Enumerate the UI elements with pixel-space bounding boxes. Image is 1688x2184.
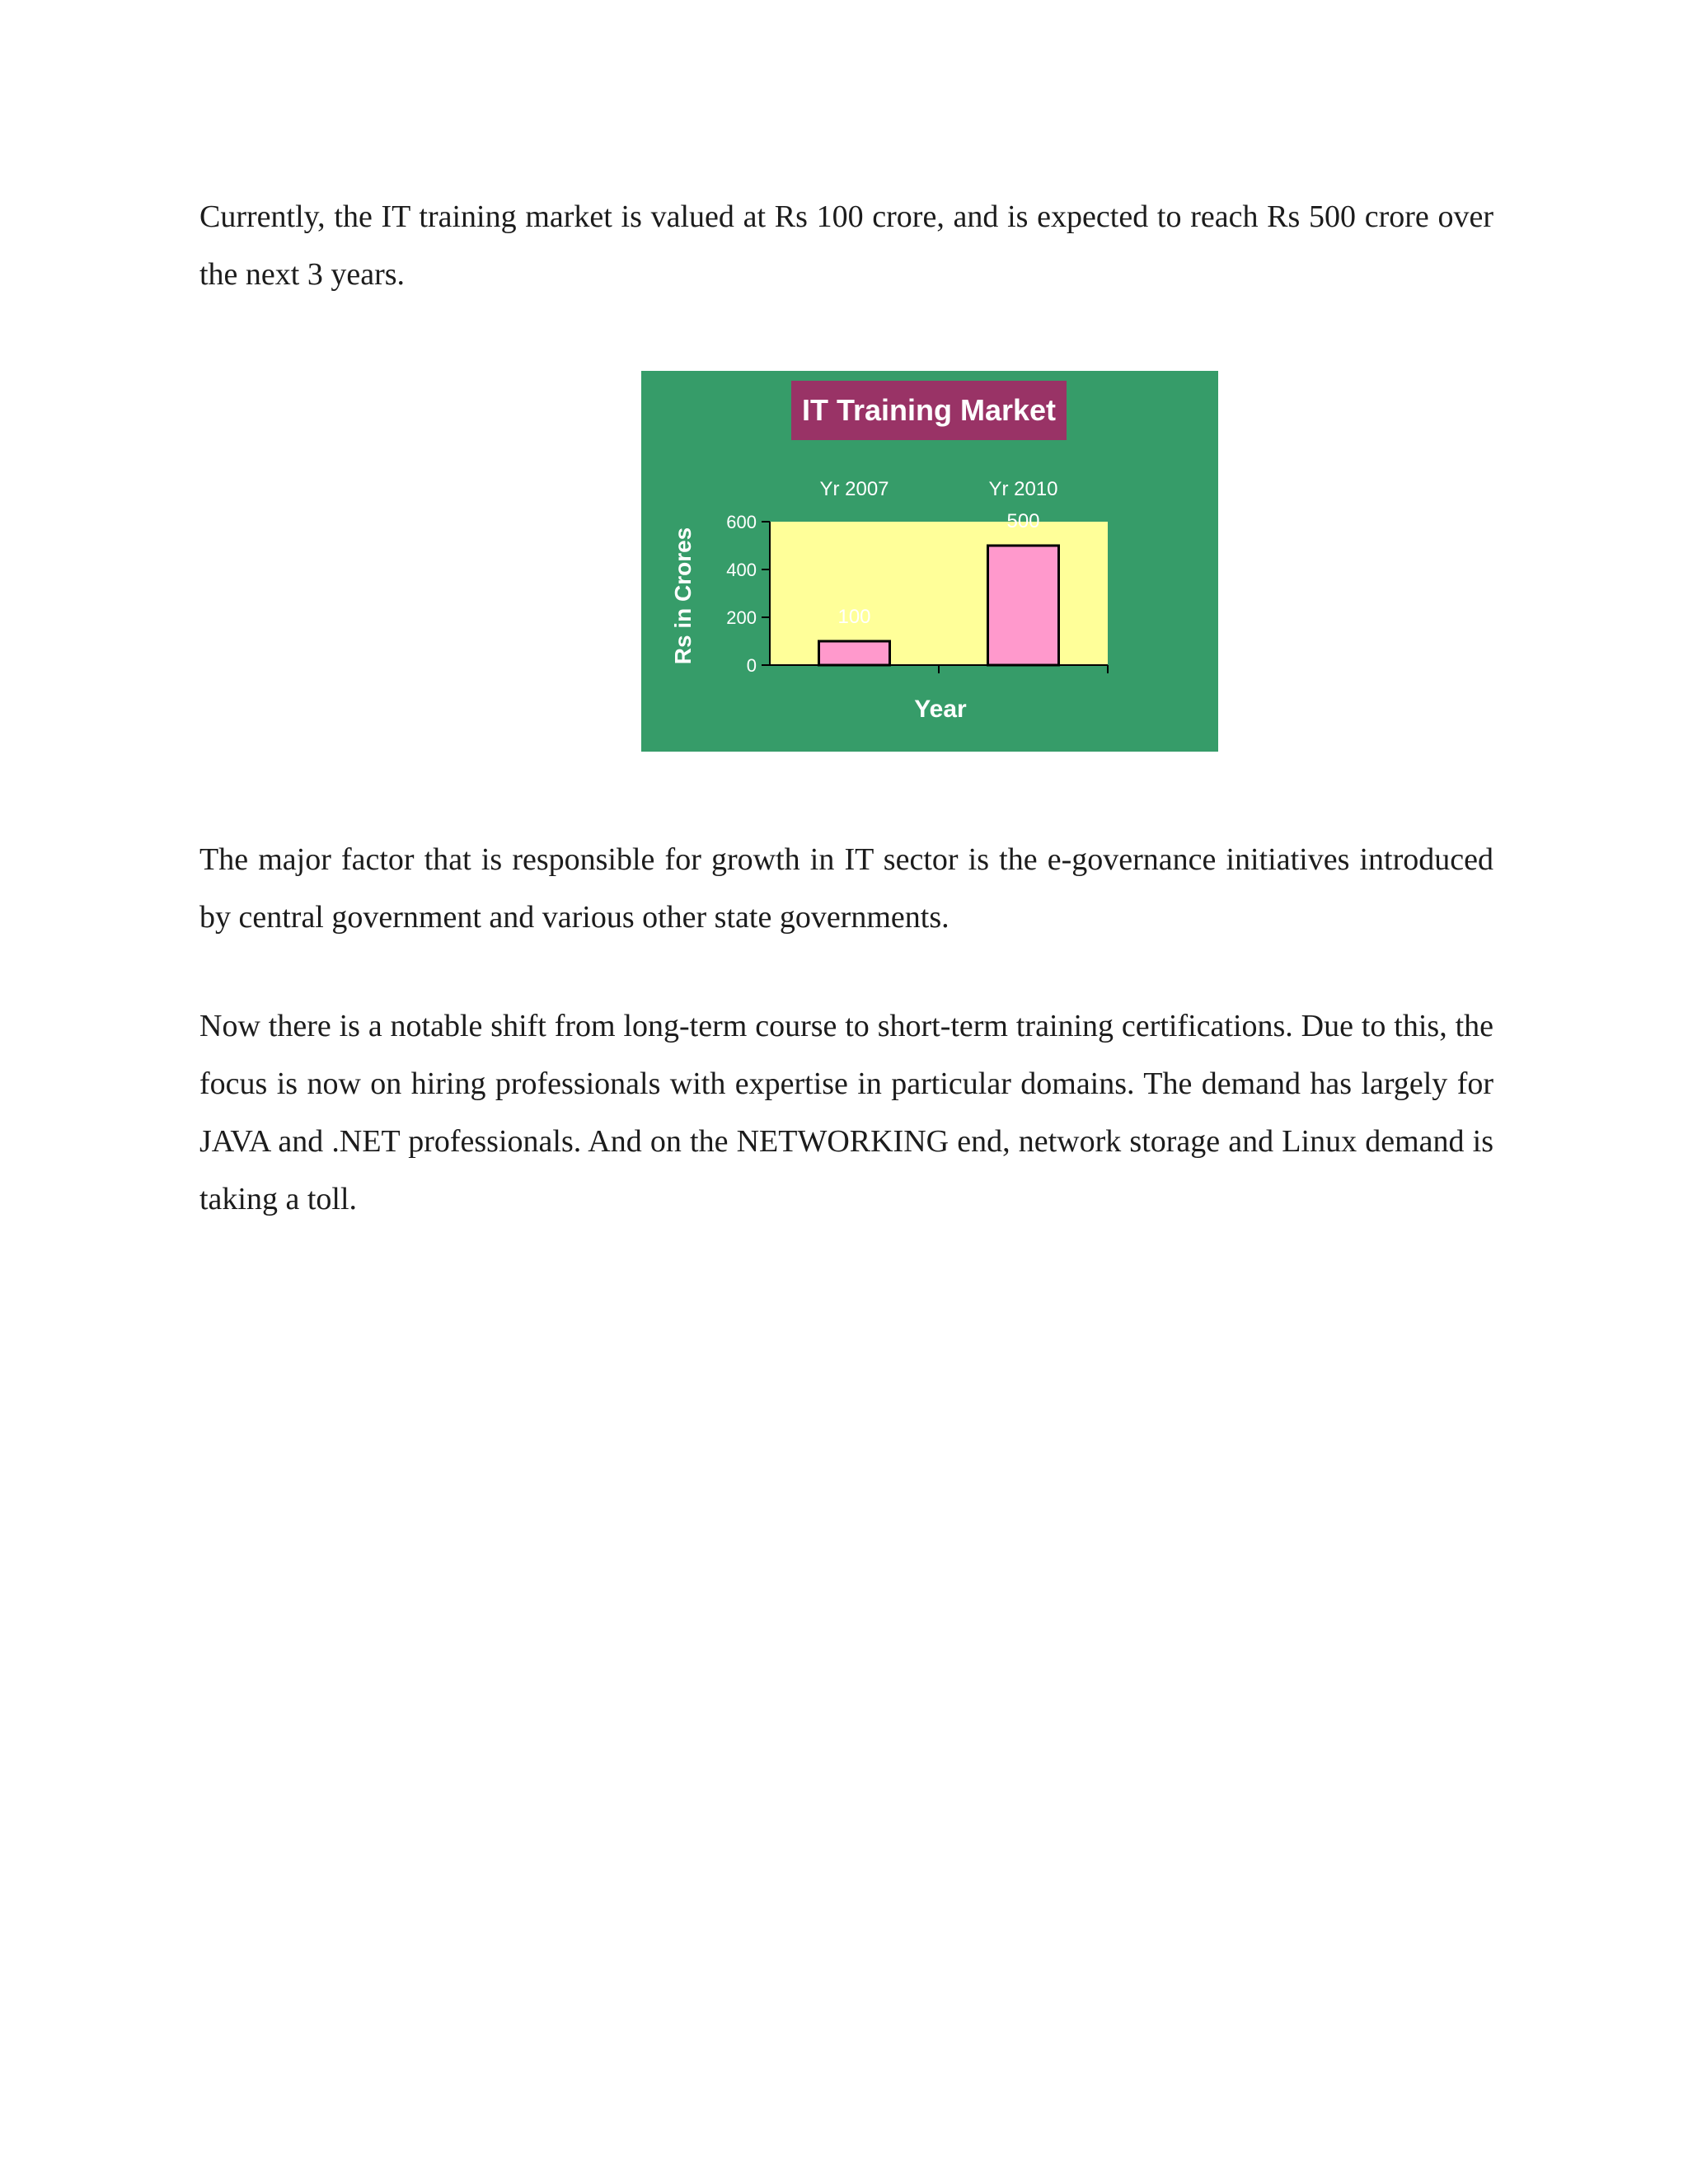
it-training-market-chart (641, 371, 1218, 752)
category-label-2: Yr 2010 (988, 478, 1058, 500)
x-axis-label: Year (914, 696, 967, 723)
paragraph-shift-demand: Now there is a notable shift from long-term course to short-term training certifications. Due to this, the focus is now on hiring professionals with expertise in particular domains. The demand has largely for JAVA and .NET professionals. And on the NETWORKING end, network storage and Linux demand is taking a toll. (199, 1009, 1493, 1216)
y-tick-label-400: 400 (726, 560, 757, 580)
bar-chart-svg (641, 371, 1218, 752)
category-label-1: Yr 2007 (819, 478, 889, 500)
paragraph-market-value: Currently, the IT training market is valued at Rs 100 crore, and is expected to reach Rs 500 crore over the next 3 years. (199, 199, 1493, 292)
y-tick-label-0: 0 (746, 655, 757, 676)
y-tick-label-200: 200 (726, 607, 757, 628)
y-tick-label-600: 600 (726, 512, 757, 532)
paragraph-growth-factor: The major factor that is responsible for growth in IT sector is the e-governance initiatives introduced by central government and various other state governments. (199, 842, 1493, 935)
bar-1 (819, 641, 890, 665)
data-label-1: 100 (837, 606, 871, 628)
bar-2 (988, 546, 1059, 665)
chart-title: IT Training Market (801, 393, 1057, 427)
y-axis-label: Rs in Crores (670, 527, 696, 665)
data-label-2: 500 (1006, 510, 1040, 532)
